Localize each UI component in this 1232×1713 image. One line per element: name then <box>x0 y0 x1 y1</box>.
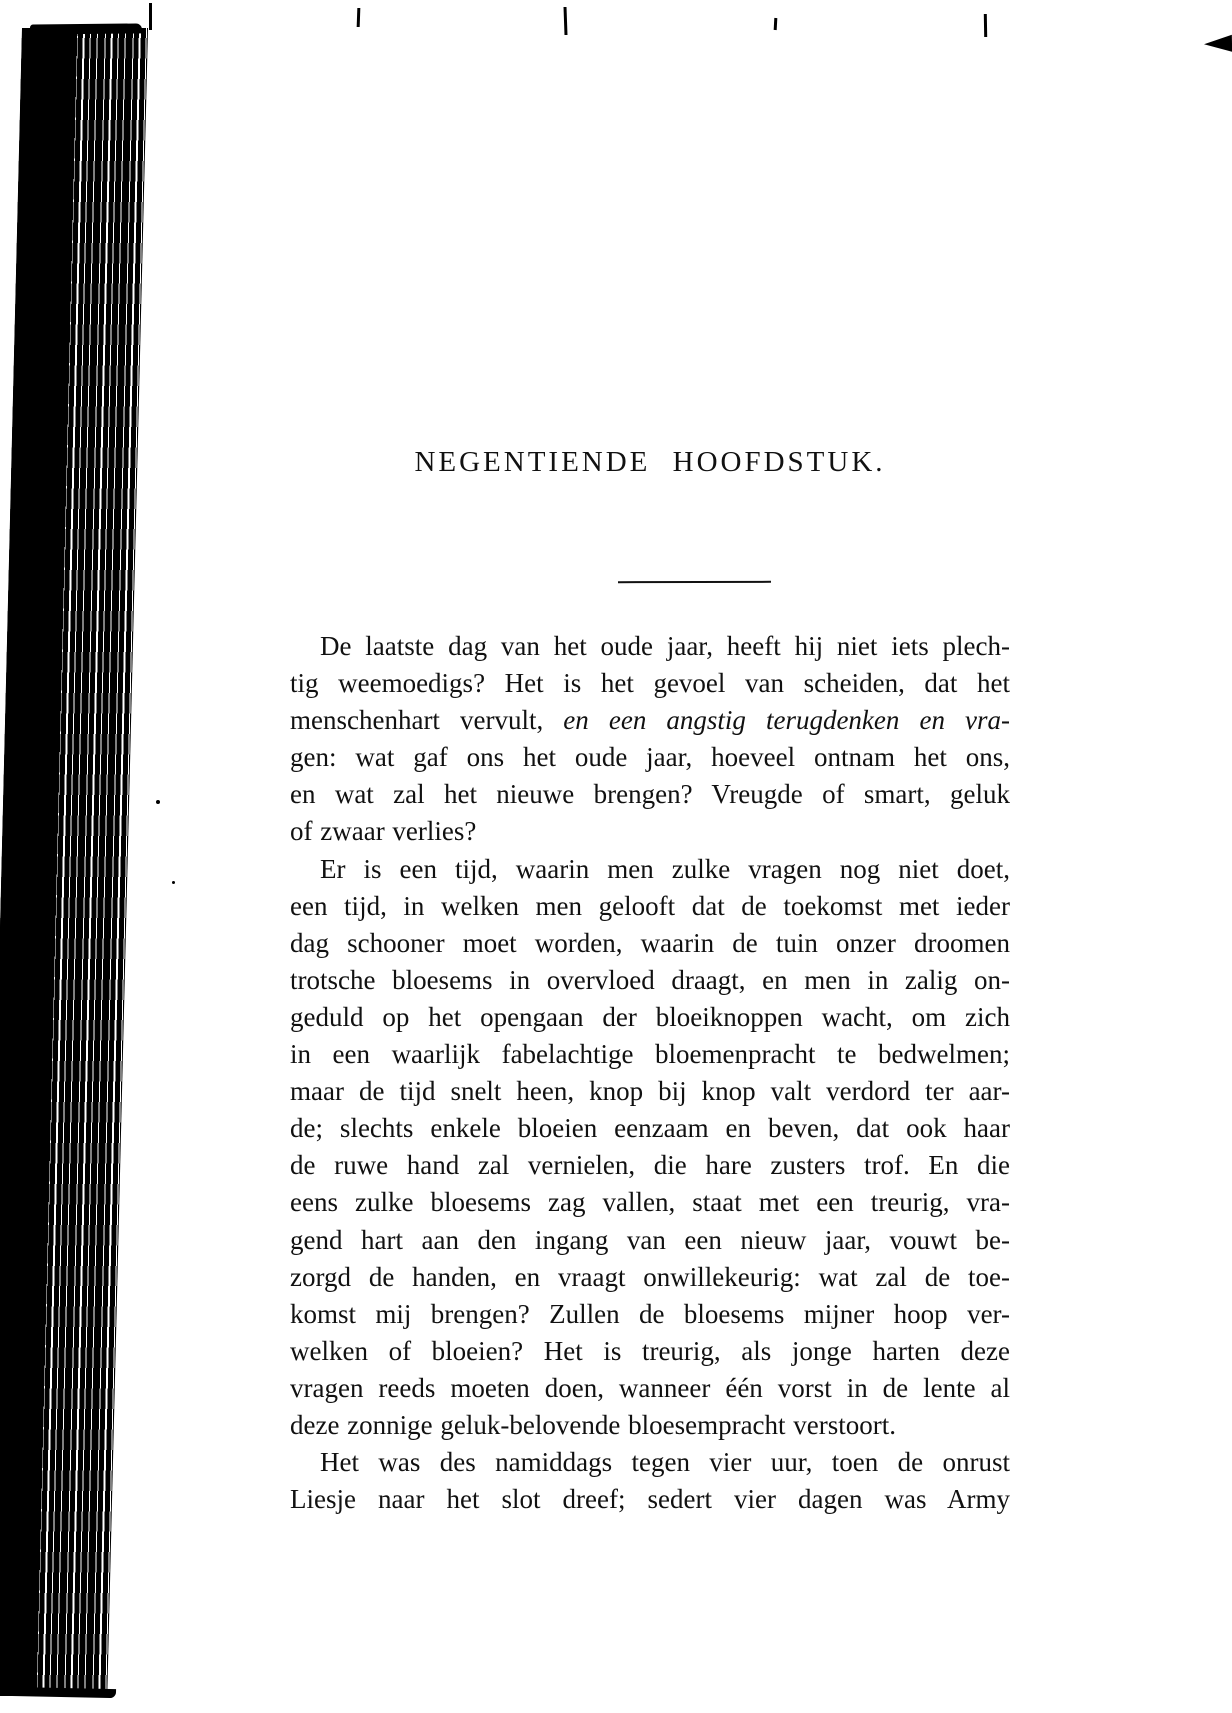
text-line: dag schooner moet worden, waarin de tuin onzer droomen <box>290 927 1010 958</box>
gutter-ragged-bottom <box>8 1687 116 1698</box>
text-line: trotsche bloesems in overvloed draagt, en men in zalig on- <box>290 964 1010 995</box>
scan-mark <box>564 7 568 35</box>
scan-speck <box>156 800 160 804</box>
text-line: de ruwe hand zal vernielen, die hare zusters trof. En die <box>290 1150 1010 1181</box>
text-line: Het was des namiddags tegen vier uur, toen de onrust <box>320 1447 1010 1478</box>
paragraph <box>290 628 1010 851</box>
paragraph <box>290 1444 1010 1518</box>
text-line: gend hart aan den ingang van een nieuw jaar, vouwt be- <box>290 1224 1010 1255</box>
scan-mark <box>774 18 778 30</box>
text-line: welken of bloeien? Het is treurig, als jonge harten deze <box>290 1335 1010 1366</box>
text-line: eens zulke bloesems zag vallen, staat met een treurig, vra- <box>290 1187 1010 1218</box>
scan-speck <box>172 881 175 884</box>
text-line: en wat zal het nieuwe brengen? Vreugde of smart, geluk <box>290 779 1010 810</box>
text-line: maar de tijd snelt heen, knop bij knop valt verdord ter aar- <box>290 1076 1010 1107</box>
text-line: komst mij brengen? Zullen de bloesems mijner hoop ver- <box>290 1298 1010 1329</box>
text-line: in een waarlijk fabelachtige bloemenpracht te bedwelmen; <box>290 1039 1010 1070</box>
text-line: deze zonnige geluk-belovende bloesempracht verstoort. <box>290 1409 897 1440</box>
italic-text-segment: en een angstig terugdenken en vra- <box>563 705 1010 736</box>
text-line: Er is een tijd, waarin men zulke vragen nog niet doet, <box>320 853 1010 884</box>
scan-mark <box>357 8 361 27</box>
arrow-wedge-icon <box>1204 35 1232 52</box>
text-line: of zwaar verlies? <box>290 816 477 847</box>
text-line: Liesje naar het slot dreef; sedert vier dagen was Army <box>290 1484 1010 1515</box>
scan-mark <box>149 3 152 30</box>
text-line: geduld op het opengaan der bloeiknoppen wacht, om zich <box>290 1001 1010 1032</box>
book-gutter-scan-band <box>0 28 148 1696</box>
text-line: De laatste dag van het oude jaar, heeft hij niet iets plech- <box>320 631 1010 661</box>
body-text <box>290 628 1010 1518</box>
text-line: gen: wat gaf ons het oude jaar, hoeveel ontnam het ons, <box>290 742 1010 773</box>
text-line <box>290 702 1010 739</box>
scan-mark <box>984 14 987 37</box>
text-line: de; slechts enkele bloeien eenzaam en beven, dat ook haar <box>290 1113 1010 1144</box>
gutter-ragged-top <box>30 23 142 34</box>
scan-dash-mark <box>0 1654 15 1658</box>
text-line: een tijd, in welken men gelooft dat de toekomst met ieder <box>290 890 1010 921</box>
text-line: vragen reeds moeten doen, wanneer één vorst in de lente al <box>290 1372 1010 1403</box>
text-line: tig weemoedigs? Het is het gevoel van scheiden, dat het <box>290 668 1010 699</box>
text-segment: menschenhart vervult, <box>290 705 564 736</box>
heading-divider-rule <box>618 581 771 583</box>
chapter-heading: NEGENTIENDE HOOFDSTUK. <box>414 446 886 478</box>
text-line: zorgd de handen, en vraagt onwillekeurig: wat zal de toe- <box>290 1261 1010 1292</box>
paragraph <box>290 851 1010 1445</box>
